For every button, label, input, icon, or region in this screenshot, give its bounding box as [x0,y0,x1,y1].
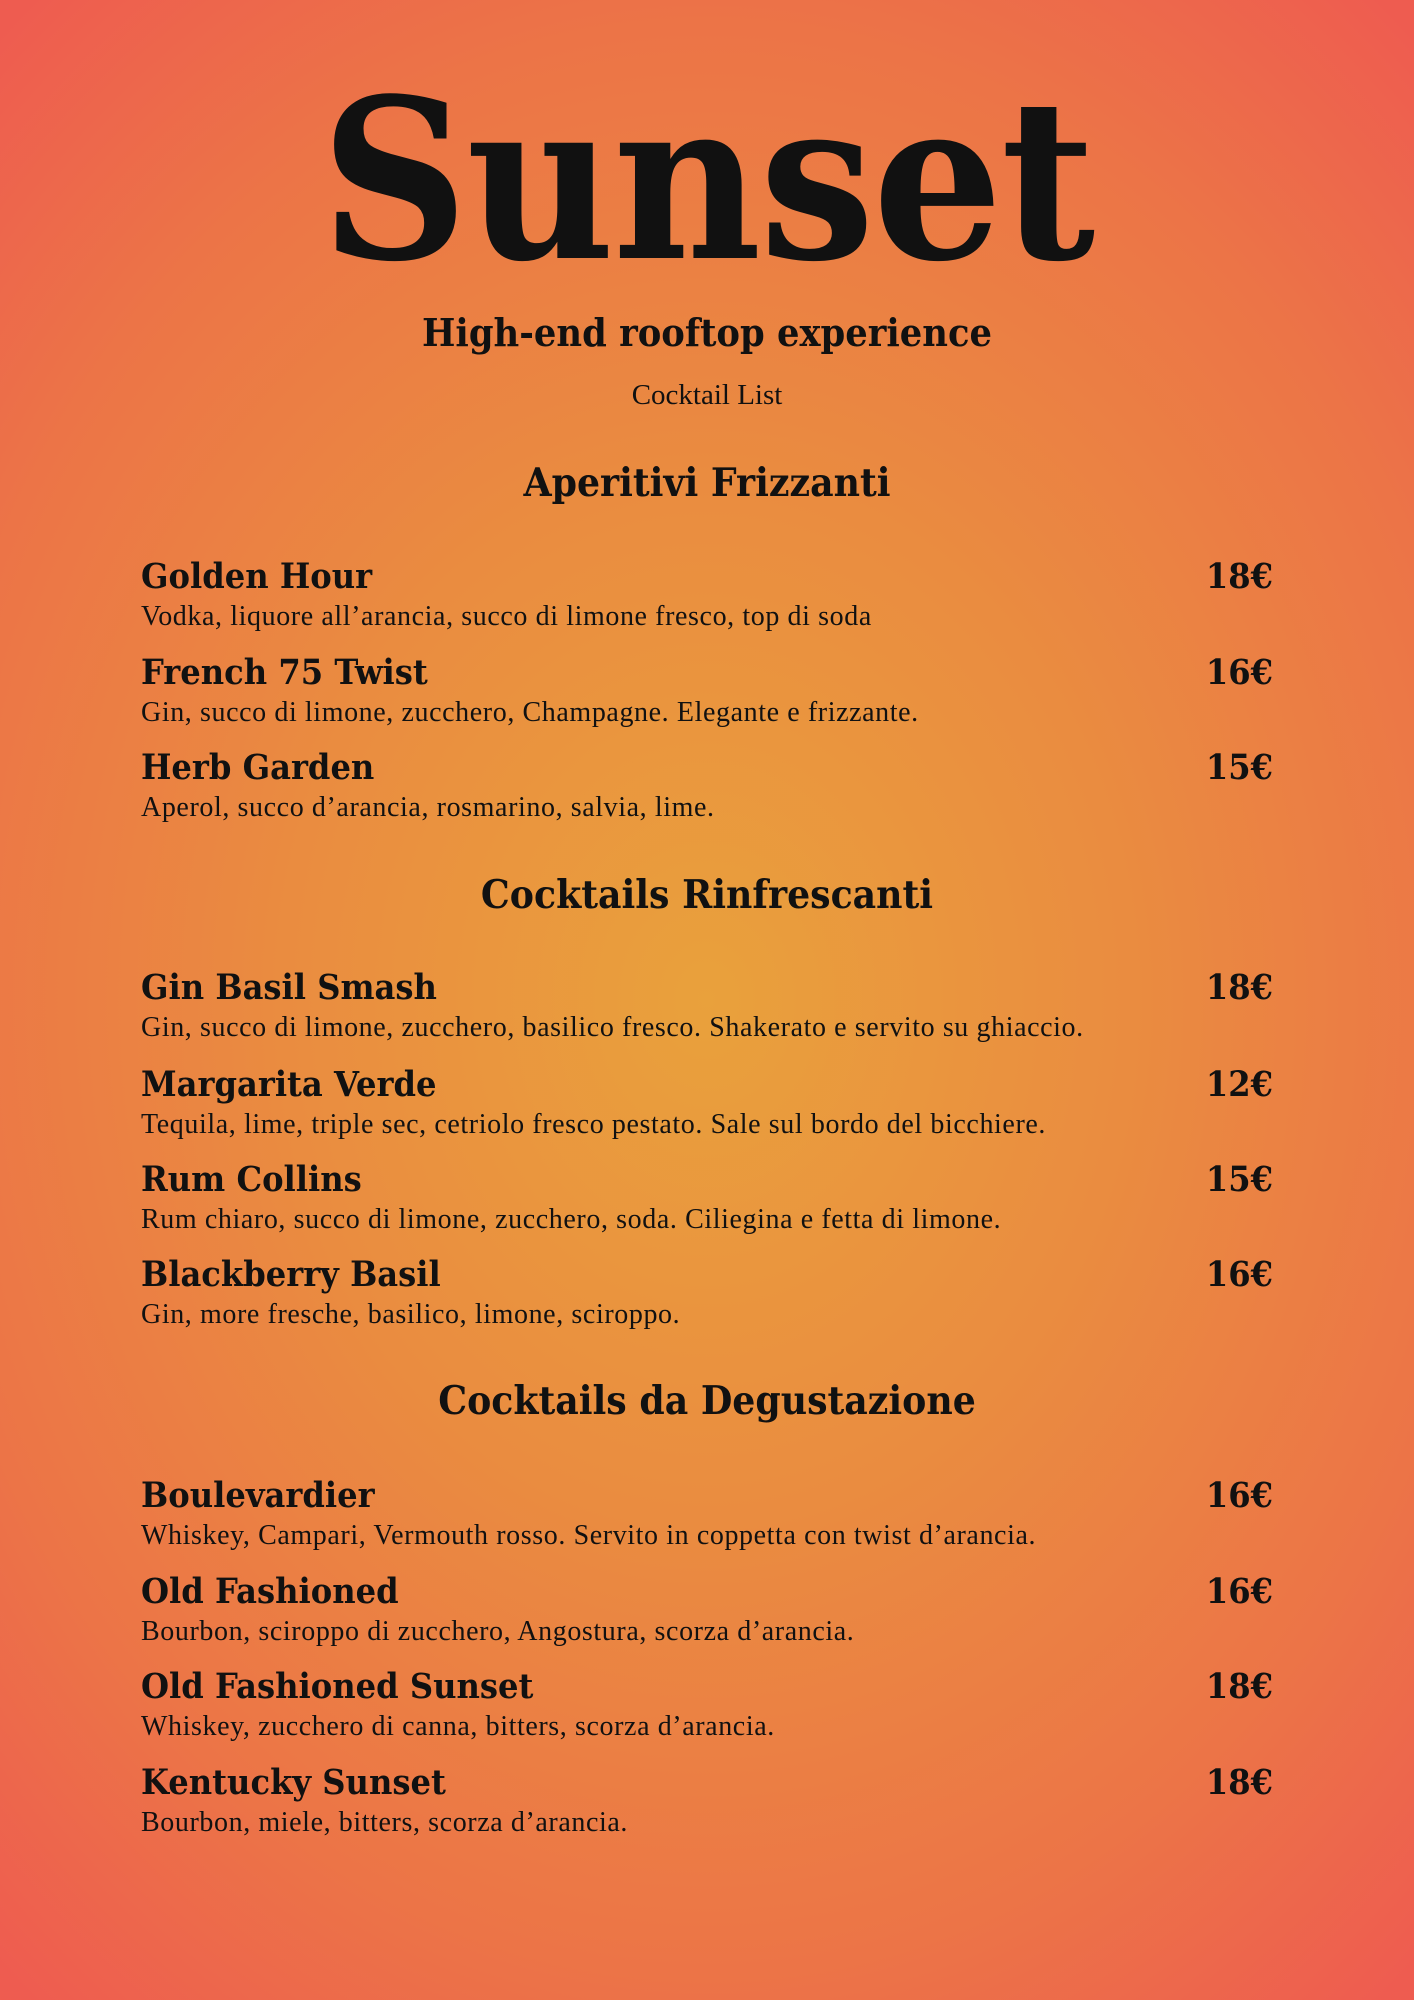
item-description: Bourbon, sciroppo di zucchero, Angostura, scorza d’arancia. [141,1616,855,1647]
item-name: Boulevardier [141,1475,375,1516]
item-price: 16€ [1205,652,1273,693]
menu-item [141,557,1273,637]
item-description: Gin, succo di limone, zucchero, basilico fresco. Shakerato e servito su ghiaccio. [141,1012,1084,1043]
item-name: Old Fashioned [141,1571,399,1612]
item-name: Golden Hour [141,556,373,597]
menu-item [141,1667,1273,1747]
item-price: 16€ [1205,1571,1273,1612]
item-description: Aperol, succo d’arancia, rosmarino, salvia, lime. [141,792,715,823]
menu-item [141,1160,1273,1240]
item-name: Herb Garden [141,747,375,788]
item-price: 18€ [1205,1666,1273,1707]
item-price: 16€ [1205,1254,1273,1295]
menu-item [141,748,1273,828]
item-description: Rum chiaro, succo di limone, zucchero, soda. Ciliegina e fetta di limone. [141,1204,1002,1235]
item-price: 16€ [1205,1475,1273,1516]
item-name: Kentucky Sunset [141,1762,446,1803]
menu-item [141,1065,1273,1145]
item-description: Whiskey, zucchero di canna, bitters, scorza d’arancia. [141,1711,775,1742]
item-name: Blackberry Basil [141,1254,441,1295]
item-description: Tequila, lime, triple sec, cetriolo fresco pestato. Sale sul bordo del bicchiere. [141,1109,1047,1140]
menu-item [141,1572,1273,1652]
menu-item [141,1763,1273,1843]
item-description: Gin, succo di limone, zucchero, Champagne. Elegante e frizzante. [141,697,919,728]
item-description: Vodka, liquore all’arancia, succo di limone fresco, top di soda [141,601,872,632]
list-label: Cocktail List [631,379,783,411]
menu-item [141,1255,1273,1335]
item-price: 18€ [1205,1762,1273,1803]
item-name: Rum Collins [141,1159,362,1200]
item-name: Old Fashioned Sunset [141,1666,534,1707]
item-description: Bourbon, miele, bitters, scorza d’arancia. [141,1807,629,1838]
item-price: 18€ [1205,967,1273,1008]
item-price: 15€ [1205,747,1273,788]
item-price: 15€ [1205,1159,1273,1200]
item-price: 12€ [1205,1064,1273,1105]
section-title-degustazione: Cocktails da Degustazione [438,1378,976,1424]
menu-title: Sunset [320,51,1094,311]
menu-item [141,653,1273,733]
section-title-rinfrescanti: Cocktails Rinfrescanti [480,872,934,918]
item-name: Gin Basil Smash [141,967,437,1008]
menu-subtitle: High-end rooftop experience [422,310,992,355]
item-description: Whiskey, Campari, Vermouth rosso. Servito in coppetta con twist d’arancia. [141,1520,1037,1551]
menu-item [141,968,1273,1048]
item-description: Gin, more fresche, basilico, limone, sciroppo. [141,1299,681,1330]
item-name: Margarita Verde [141,1064,437,1105]
section-title-aperitivi: Aperitivi Frizzanti [523,460,891,506]
menu-item [141,1476,1273,1556]
item-price: 18€ [1205,556,1273,597]
item-name: French 75 Twist [141,652,428,693]
